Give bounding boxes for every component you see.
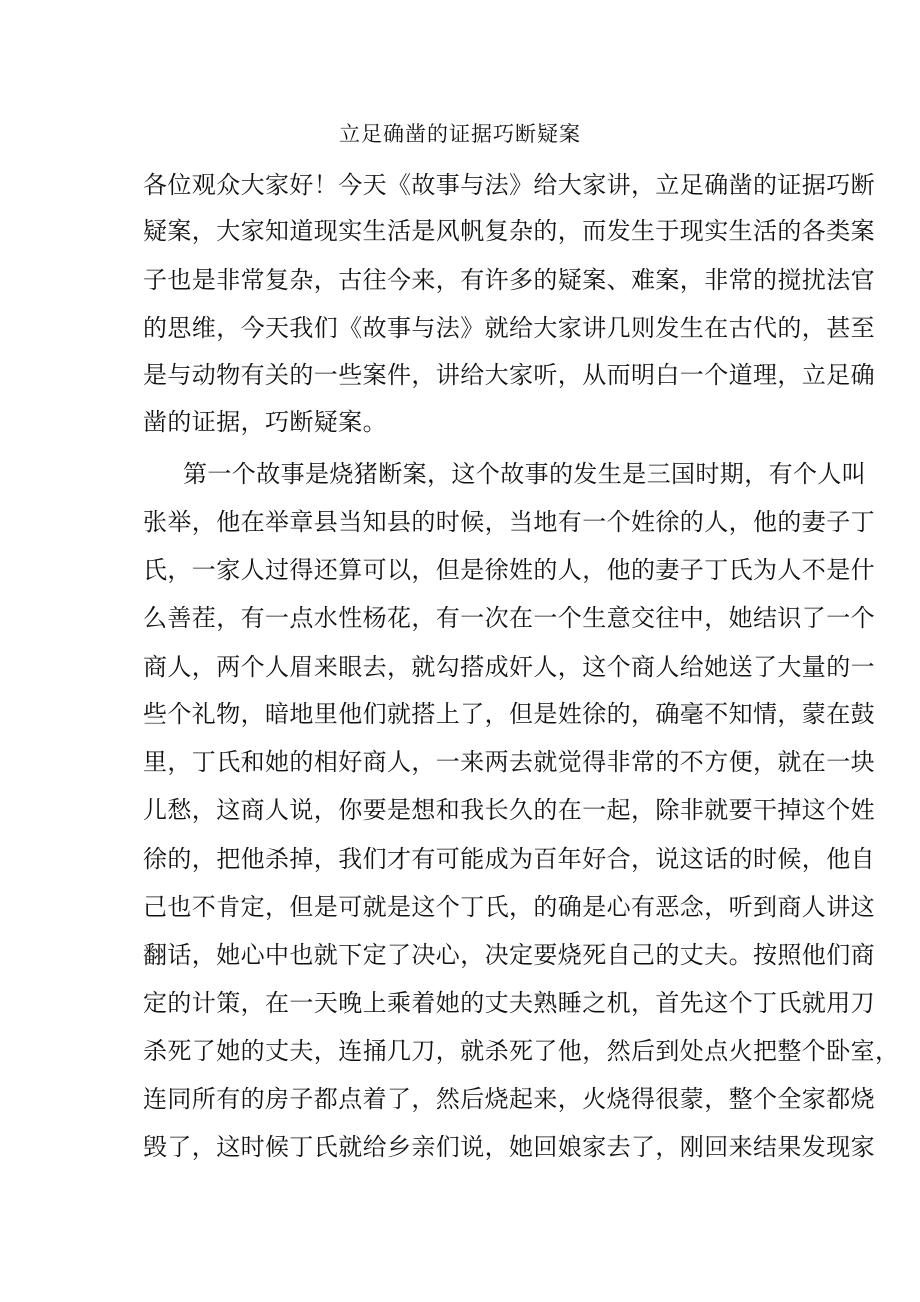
document-title: 立足确凿的证据巧断疑案 <box>339 122 581 146</box>
paragraph-1-line-4: 的思维，今天我们《故事与法》就给大家讲几则发生在古代的，甚至 <box>143 314 875 342</box>
paragraph-2-line-12: 定的计策，在一天晚上乘着她的丈夫熟睡之机，首先这个丁氏就用刀 <box>143 989 875 1017</box>
paragraph-1-line-2: 疑案，大家知道现实生活是风帆复杂的，而发生于现实生活的各类案 <box>143 217 875 245</box>
paragraph-2-line-7: 里，丁氏和她的相好商人，一来两去就觉得非常的不方便，就在一块 <box>143 748 875 776</box>
paragraph-2-line-1: 第一个故事是烧猪断案，这个故事的发生是三国时期，有个人叫 <box>183 460 867 488</box>
paragraph-2-line-9: 徐的，把他杀掉，我们才有可能成为百年好合，说这话的时候，他自 <box>143 845 875 873</box>
paragraph-2-line-10: 己也不肯定，但是可就是这个丁氏，的确是心有恶念，听到商人讲这 <box>143 893 875 921</box>
paragraph-2-line-5: 商人，两个人眉来眼去，就勾搭成奸人，这个商人给她送了大量的一 <box>143 653 875 681</box>
paragraph-2-line-2: 张举，他在举章县当知县的时候，当地有一个姓徐的人，他的妻子丁 <box>143 508 875 536</box>
paragraph-2-line-3: 氏，一家人过得还算可以，但是徐姓的人，他的妻子丁氏为人不是什 <box>143 556 875 584</box>
paragraph-2-line-14: 连同所有的房子都点着了，然后烧起来，火烧得很蒙，整个全家都烧 <box>143 1085 875 1113</box>
paragraph-1-line-6: 凿的证据，巧断疑案。 <box>143 408 387 436</box>
paragraph-1-line-5: 是与动物有关的一些案件，讲给大家听，从而明白一个道理，立足确 <box>143 361 875 389</box>
paragraph-2-line-6: 些个礼物，暗地里他们就搭上了，但是姓徐的，确毫不知情，蒙在鼓 <box>143 700 875 728</box>
paragraph-2-line-8: 儿愁，这商人说，你要是想和我长久的在一起，除非就要干掉这个姓 <box>143 796 875 824</box>
paragraph-2-line-15: 毁了，这时候丁氏就给乡亲们说，她回娘家去了，刚回来结果发现家 <box>143 1133 875 1161</box>
paragraph-2-line-13: 杀死了她的丈夫，连捅几刀，就杀死了他，然后到处点火把整个卧室， <box>143 1037 900 1065</box>
paragraph-1-line-3: 子也是非常复杂，古往今来，有许多的疑案、难案，非常的搅扰法官 <box>143 266 875 294</box>
paragraph-2-line-11: 翻话，她心中也就下定了决心，决定要烧死自己的丈夫。按照他们商 <box>143 941 875 969</box>
paragraph-2-line-4: 么善茬，有一点水性杨花，有一次在一个生意交往中，她结识了一个 <box>143 604 875 632</box>
paragraph-1-line-1: 各位观众大家好！今天《故事与法》给大家讲，立足确凿的证据巧断 <box>143 171 875 199</box>
